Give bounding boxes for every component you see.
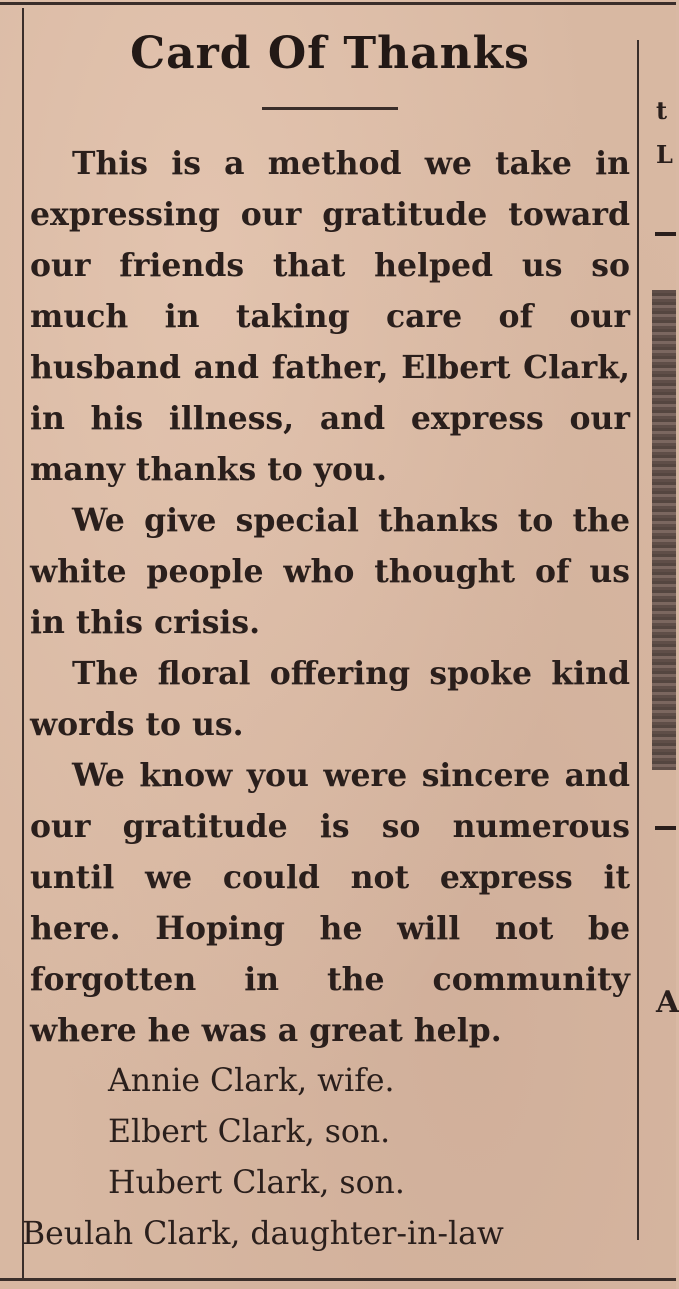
adjacent-column-dash xyxy=(655,826,676,830)
top-column-rule xyxy=(0,2,676,5)
signature-line: Hubert Clark, son. xyxy=(108,1165,405,1201)
card-of-thanks-article xyxy=(22,22,630,1260)
bottom-column-rule xyxy=(0,1278,676,1281)
paragraph-text: We give special thanks to the white people who thought of us in this crisis. xyxy=(30,502,630,641)
adjacent-column-letter: t xyxy=(656,96,668,125)
signature-line: Beulah Clark, daughter-in-law xyxy=(22,1216,504,1252)
signature-line: Annie Clark, wife. xyxy=(108,1063,395,1099)
article-paragraph xyxy=(30,750,630,1056)
adjacent-column-letter: L xyxy=(656,140,673,169)
article-paragraph xyxy=(30,648,630,750)
adjacent-column-image-fragment xyxy=(652,290,676,770)
signature-line: Elbert Clark, son. xyxy=(108,1114,391,1150)
article-paragraph xyxy=(30,138,630,495)
paragraph-text: We know you were sincere and our gratitude is so numerous until we could not express it here. Hoping he will not be forgotten in the community where he was a great help. xyxy=(30,757,630,1049)
article-title: Card Of Thanks xyxy=(130,28,530,79)
adjacent-column-letter: A xyxy=(656,985,679,1020)
adjacent-column-dash xyxy=(655,232,676,236)
paragraph-text: This is a method we take in expressing our gratitude toward our friends that helped us so much in taking care of our husband and father, Elbert Clark, in his illness, and express our many thanks to you. xyxy=(30,145,630,488)
paragraph-text: The floral offering spoke kind words to us. xyxy=(30,655,630,743)
article-paragraph xyxy=(30,495,630,648)
left-column-rule xyxy=(22,8,24,1278)
title-divider xyxy=(262,107,398,110)
right-column-rule xyxy=(637,40,639,1240)
